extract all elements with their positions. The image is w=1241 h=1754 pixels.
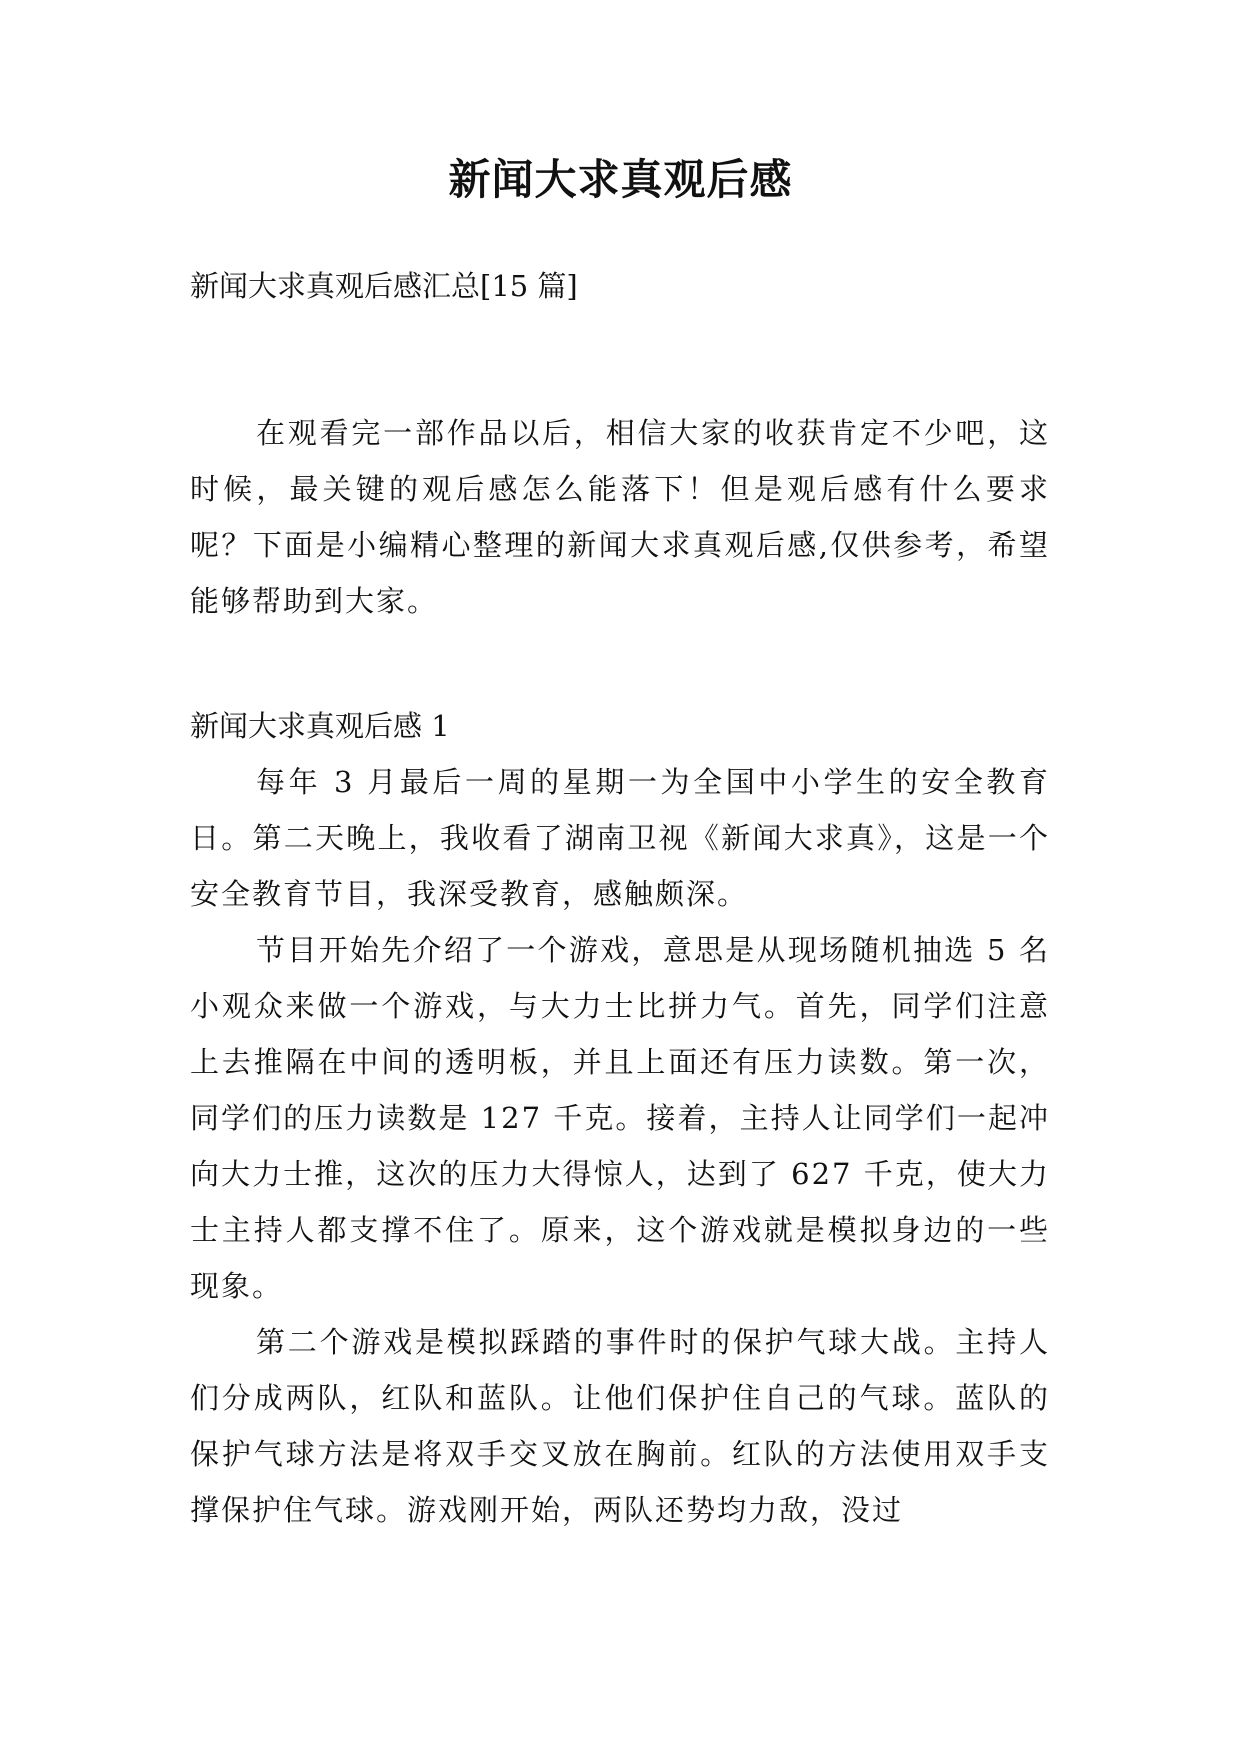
section-block — [190, 698, 1050, 1538]
document-title: 新闻大求真观后感 — [448, 155, 793, 204]
document-subtitle: 新闻大求真观后感汇总[15 篇] — [190, 269, 578, 303]
body-paragraph: 第二个游戏是模拟踩踏的事件时的保护气球大战。主持人们分成两队，红队和蓝队。让他们保护住自己的气球。蓝队的保护气球方法是将双手交叉放在胸前。红队的方法使用双手支撑保护住气球。游戏刚开始，两队还势均力敌，没过 — [190, 1325, 1050, 1527]
body-paragraph: 每年 3 月最后一周的星期一为全国中小学生的安全教育日。第二天晚上，我收看了湖南卫视《新闻大求真》，这是一个安全教育节目，我深受教育，感触颇深。 — [190, 765, 1050, 911]
intro-paragraph: 在观看完一部作品以后，相信大家的收获肯定不少吧，这时候，最关键的观后感怎么能落下！但是观后感有什么要求呢？下面是小编精心整理的新闻大求真观后感,仅供参考，希望能够帮助到大家。 — [190, 416, 1050, 618]
section-heading: 新闻大求真观后感 1 — [190, 709, 450, 743]
body-paragraph: 节目开始先介绍了一个游戏，意思是从现场随机抽选 5 名小观众来做一个游戏，与大力士比拼力气。首先，同学们注意上去推隔在中间的透明板，并且上面还有压力读数。第一次，同学们的压力读数是 127 千克。接着，主持人让同学们一起冲向大力士推，这次的压力大得惊人，达到了 627 千克，使大力士主持人都支撑不住了。原来，这个游戏就是模拟身边的一些现象。 — [190, 933, 1050, 1303]
intro-block — [190, 405, 1050, 629]
